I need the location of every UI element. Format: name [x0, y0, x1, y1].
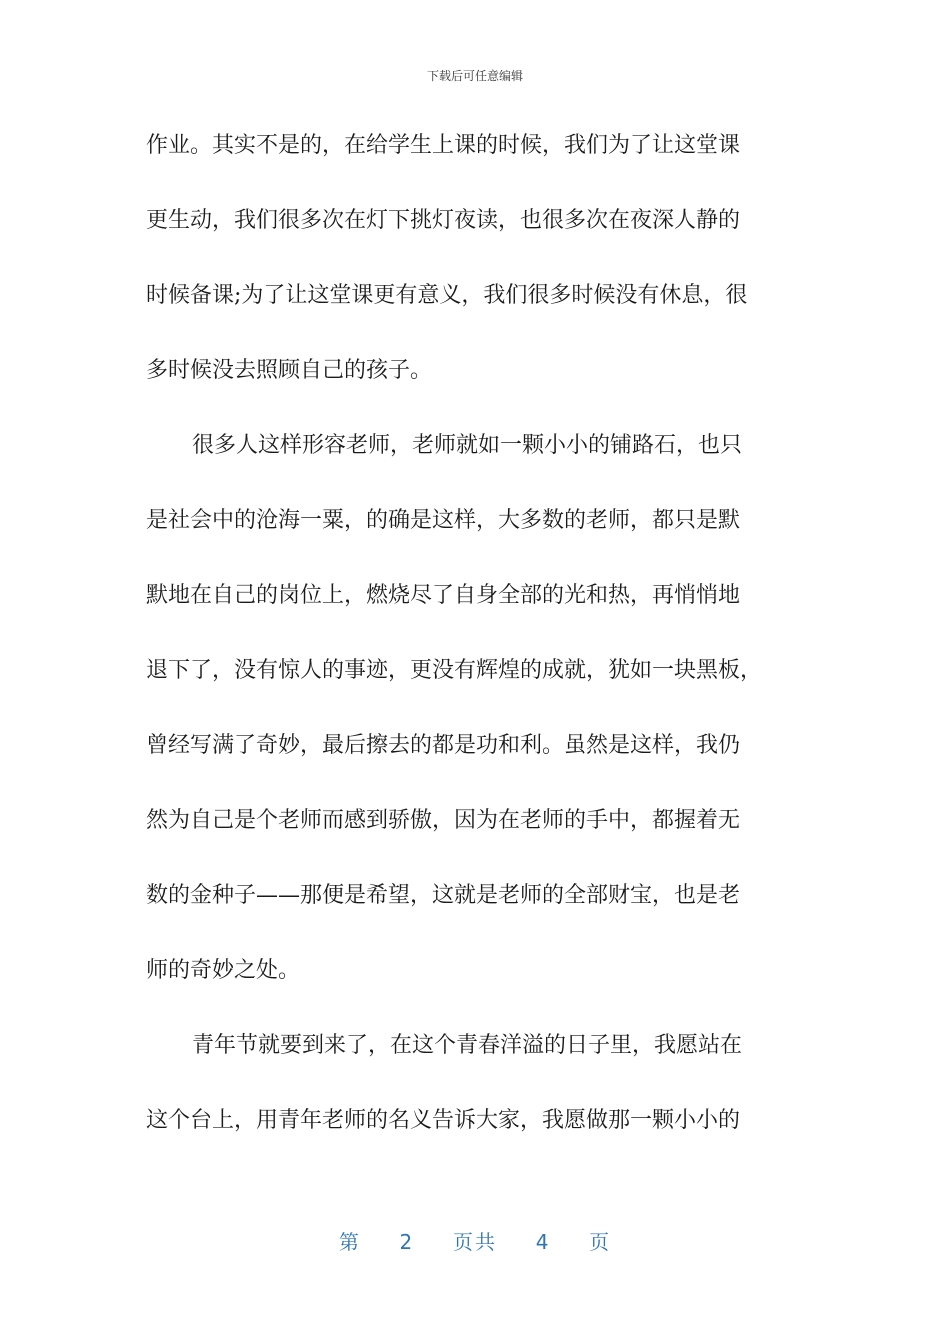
- text-line: 然为自己是个老师而感到骄傲，因为在老师的手中，都握着无: [146, 808, 741, 833]
- total-label: 页共: [453, 1230, 497, 1254]
- document-body: [146, 120, 808, 1170]
- page-footer: [0, 1226, 950, 1255]
- page-label: 第: [338, 1230, 361, 1254]
- text-line: 这个台上，用青年老师的名义告诉大家，我愿做那一颗小小的: [146, 1108, 741, 1133]
- paragraph-start-line: 青年节就要到来了，在这个青春洋溢的日子里，我愿站在: [192, 1033, 743, 1058]
- text-line: 作业。其实不是的，在给学生上课的时候，我们为了让这堂课: [146, 133, 741, 158]
- text-line: 时候备课;为了让这堂课更有意义，我们很多时候没有休息，很: [146, 283, 748, 308]
- text-line: 曾经写满了奇妙，最后擦去的都是功和利。虽然是这样，我仍: [146, 733, 741, 758]
- page-end-label: 页: [589, 1230, 612, 1254]
- paragraph-start-line: 很多人这样形容老师，老师就如一颗小小的铺路石，也只: [192, 433, 743, 458]
- current-page-number: 2: [399, 1230, 415, 1254]
- text-line: 更生动，我们很多次在灯下挑灯夜读，也很多次在夜深人静的: [146, 208, 741, 233]
- text-line: 师的奇妙之处。: [146, 958, 301, 983]
- text-line: 多时候没去照顾自己的孩子。: [146, 358, 433, 383]
- text-line: 是社会中的沧海一粟，的确是这样，大多数的老师，都只是默: [146, 508, 741, 533]
- header-note: 下载后可任意编辑: [426, 69, 523, 83]
- text-line: 数的金种子——那便是希望，这就是老师的全部财宝，也是老: [146, 883, 741, 908]
- total-page-number: 4: [535, 1230, 551, 1254]
- text-line: 默地在自己的岗位上，燃烧尽了自身全部的光和热，再悄悄地: [146, 583, 741, 608]
- text-line: 退下了，没有惊人的事迹，更没有辉煌的成就，犹如一块黑板，: [146, 658, 763, 683]
